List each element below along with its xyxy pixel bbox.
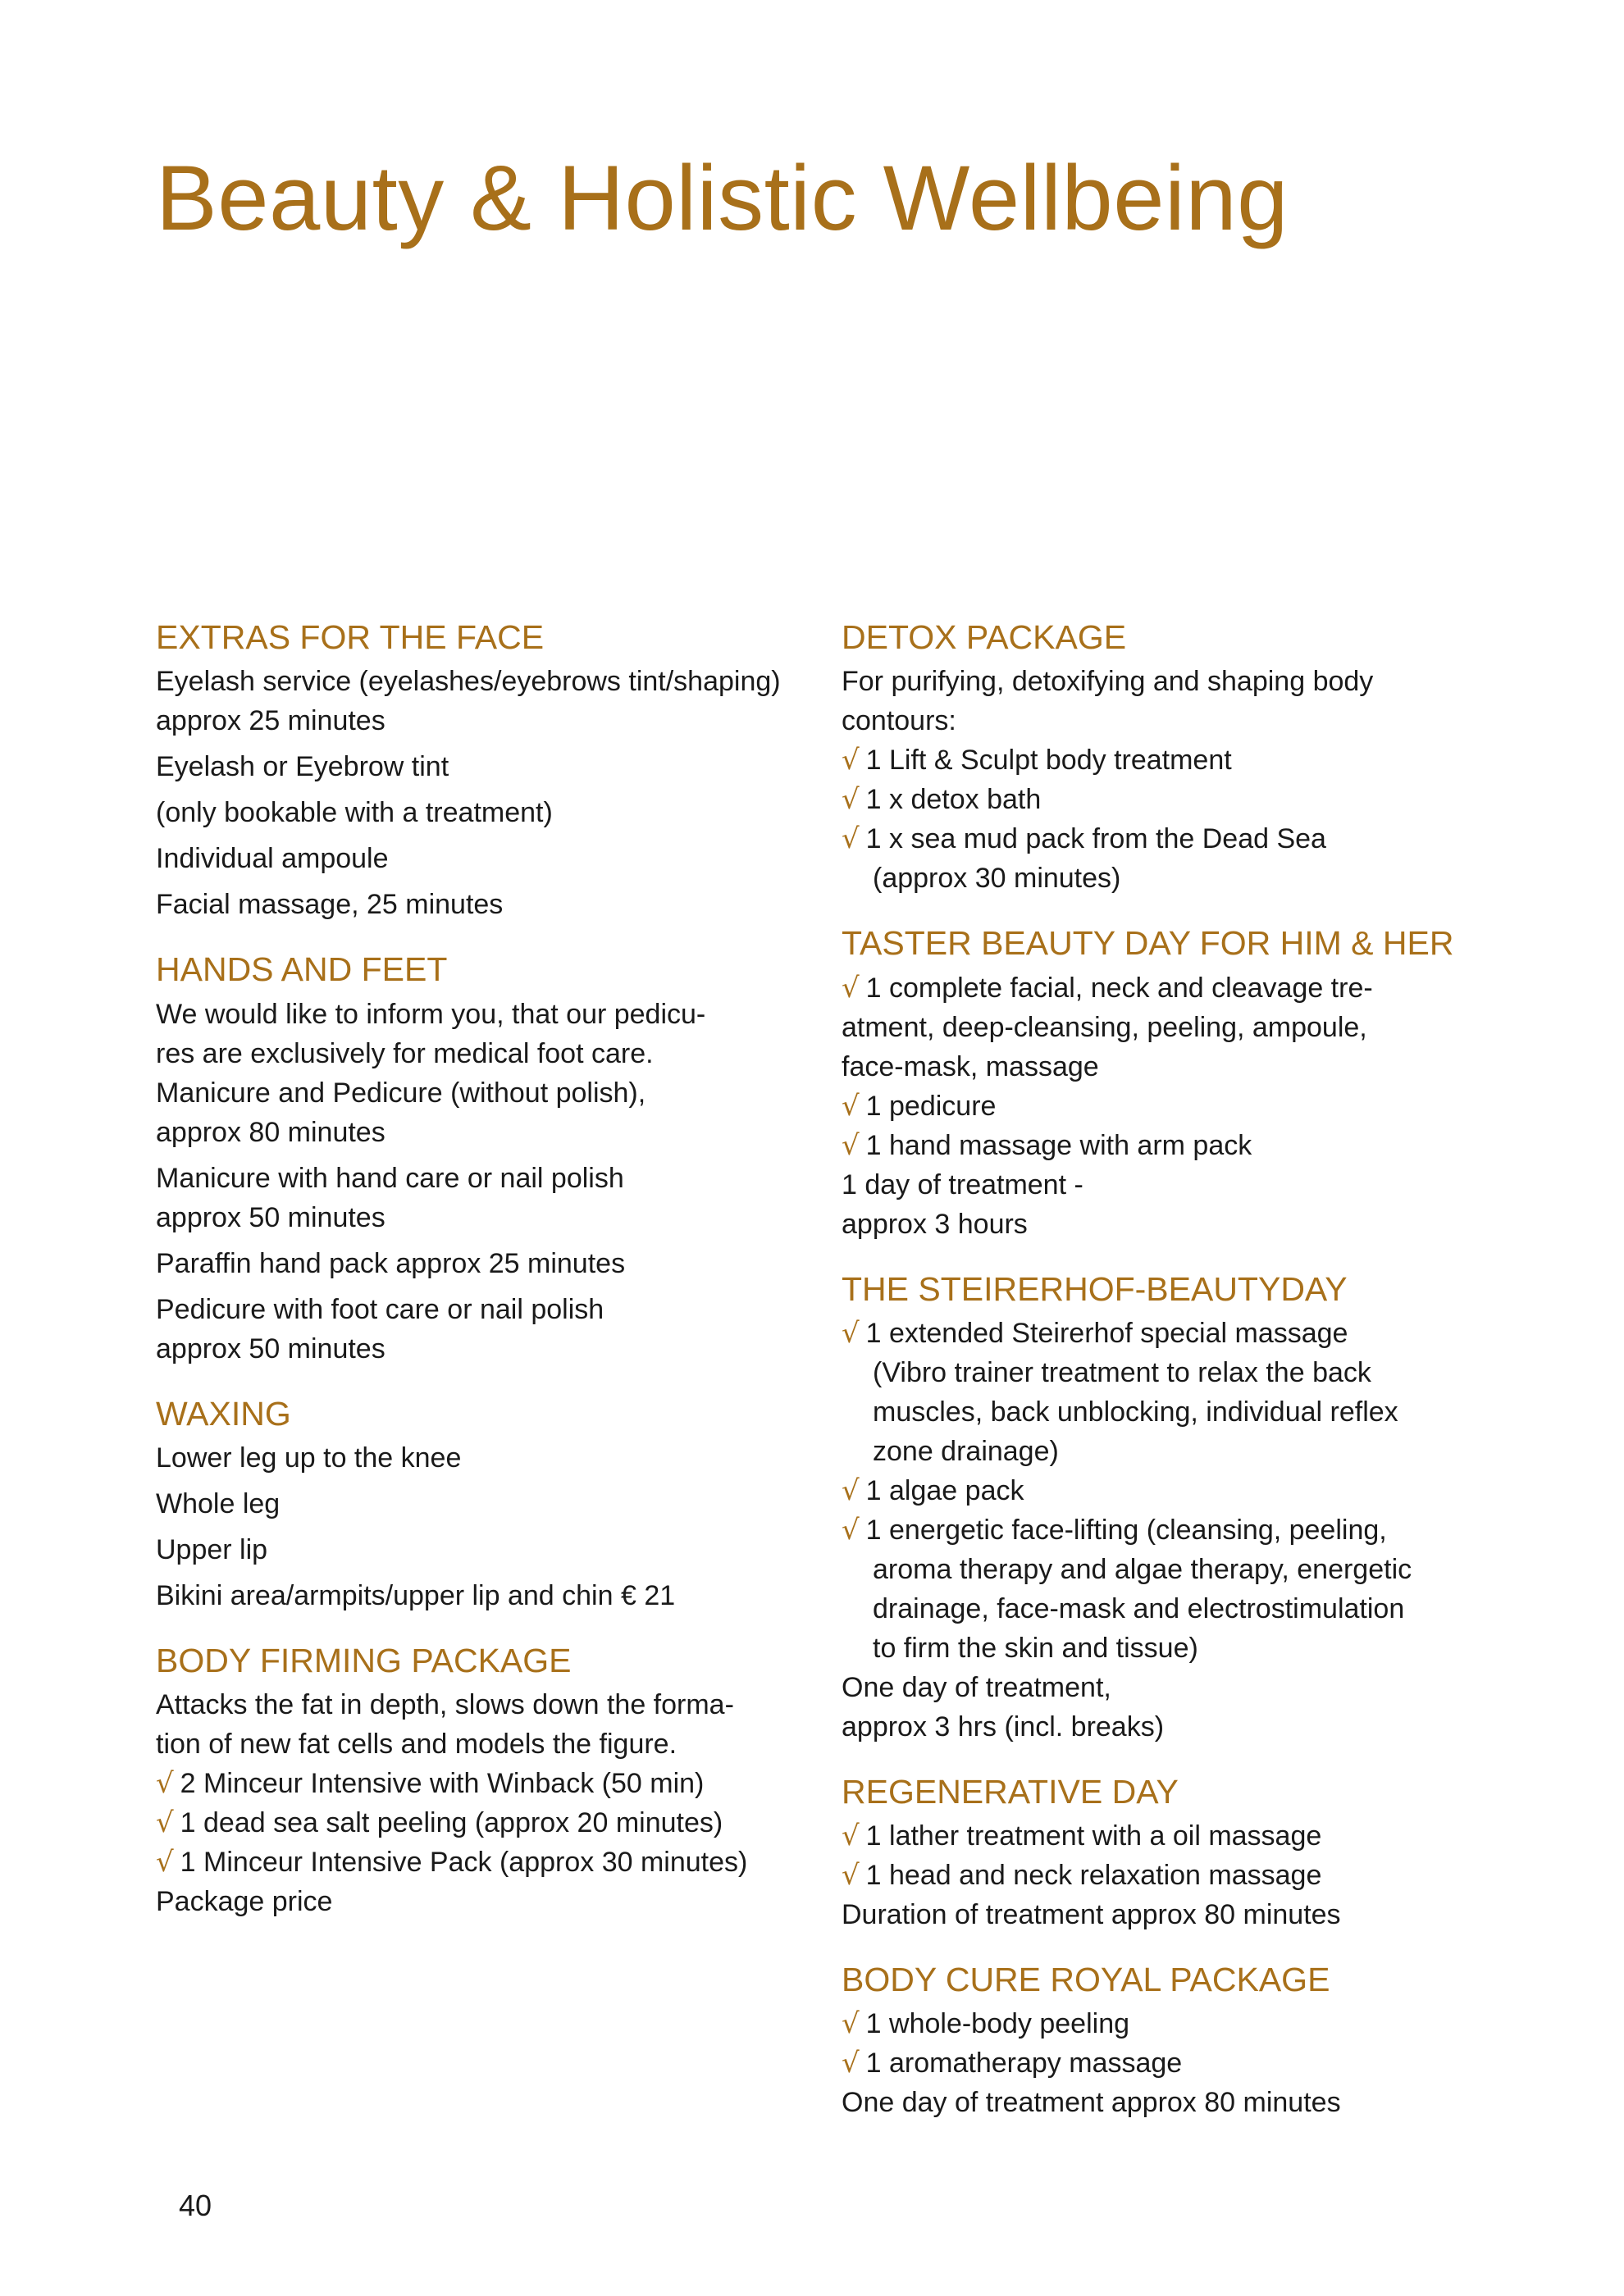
checklist-item-text: 1 energetic face-lifting (cleansing, peeling, [865,1514,1387,1546]
checklist-item [842,1510,1498,1550]
text-line: aroma therapy and algae therapy, energetic [873,1553,1412,1585]
section-steirerhof-beautyday [842,1269,1498,1747]
checklist-item-text: 1 pedicure [865,1090,997,1122]
section-extras-for-the-face [156,617,812,924]
text-line: Paraffin hand pack approx 25 minutes [156,1247,626,1279]
checklist-item [156,1843,812,1882]
section-detox-package [842,617,1498,898]
page-title: Beauty & Holistic Wellbeing [156,147,1289,249]
check-mark-icon: √ [842,2047,860,2080]
text-line: atment, deep-cleansing, peeling, ampoule, [842,1011,1367,1043]
checklist-item-text: 1 head and neck relaxation massage [865,1860,1322,1891]
section-heading: REGENERATIVE DAY [842,1772,1179,1811]
check-mark-icon: √ [842,1859,860,1892]
text-line: tion of new fat cells and models the figure. [156,1729,677,1760]
text-line: We would like to inform you, that our pedicu- [156,998,706,1030]
checklist-item-text: 1 lather treatment with a oil massage [865,1820,1322,1852]
text-line: face-mask, massage [842,1050,1099,1082]
checklist-item-text: 1 aromatherapy massage [865,2048,1183,2080]
checklist-item-text: 1 x sea mud pack from the Dead Sea [865,823,1326,855]
checklist-item [842,1471,1498,1510]
checklist-item-text: 1 Minceur Intensive Pack (approx 30 minutes) [180,1847,748,1878]
text-line: Package price [156,1886,333,1917]
right-column [842,617,1498,2147]
section-heading: WAXING [156,1394,291,1433]
text-line: (approx 30 minutes) [873,863,1121,895]
text-line: Manicure with hand care or nail polish [156,1162,624,1194]
text-line: Eyelash service (eyelashes/eyebrows tint/shaping) [156,666,781,698]
text-line: approx 3 hrs (incl. breaks) [842,1711,1165,1742]
section-hands-and-feet [156,949,812,1368]
text-line: muscles, back unblocking, individual reflex [873,1396,1398,1428]
section-heading: DETOX PACKAGE [842,618,1127,656]
checklist-item [156,1764,812,1803]
section-heading: TASTER BEAUTY DAY FOR HIM & HER [842,924,1454,963]
text-line: to firm the skin and tissue) [873,1632,1198,1664]
section-body-cure-royal-package [842,1959,1498,2122]
section-heading: BODY FIRMING PACKAGE [156,1641,572,1679]
checklist-item-text: 1 dead sea salt peeling (approx 20 minutes) [180,1807,723,1838]
text-line: approx 80 minutes [156,1116,385,1148]
check-mark-icon: √ [842,1316,860,1350]
text-line: For purifying, detoxifying and shaping body [842,666,1374,698]
text-line: Eyelash or Eyebrow tint [156,751,449,783]
section-heading: HANDS AND FEET [156,950,448,989]
checklist-item-text: 1 x detox bath [865,784,1042,816]
text-line: Duration of treatment approx 80 minutes [842,1899,1341,1930]
check-mark-icon: √ [842,1820,860,1852]
check-mark-icon: √ [156,1846,174,1879]
checklist-item [842,1856,1498,1895]
text-line: (Vibro trainer treatment to relax the back [873,1356,1371,1388]
text-line: zone drainage) [873,1435,1059,1467]
section-regenerative-day [842,1771,1498,1934]
text-line: Upper lip [156,1533,268,1565]
section-taster-beauty-day [842,922,1498,1243]
text-line: Manicure and Pedicure (without polish), [156,1077,646,1109]
section-waxing [156,1393,812,1615]
check-mark-icon: √ [842,783,860,817]
checklist-item [842,1086,1498,1126]
page-number: 40 [179,2189,212,2222]
text-line: drainage, face-mask and electrostimulation [873,1592,1405,1624]
checklist-item-text: 1 algae pack [865,1474,1024,1506]
check-mark-icon: √ [842,1089,860,1123]
text-line: Pedicure with foot care or nail polish [156,1293,604,1325]
checklist-item [156,1803,812,1843]
text-line: One day of treatment, [842,1671,1111,1703]
checklist-item-text: 1 whole-body peeling [865,2008,1130,2040]
section-heading: BODY CURE ROYAL PACKAGE [842,1961,1330,1998]
section-heading: EXTRAS FOR THE FACE [156,618,545,656]
text-line: res are exclusively for medical foot care. [156,1037,654,1069]
section-heading: THE STEIRERHOF-BEAUTYDAY [842,1269,1348,1308]
text-line: Individual ampoule [156,843,389,875]
checklist-item-text: 1 hand massage with arm pack [865,1129,1252,1161]
text-line: approx 25 minutes [156,705,385,737]
checklist-item [842,819,1498,859]
checklist-item [842,2004,1498,2043]
text-line: Lower leg up to the knee [156,1442,462,1474]
text-line: Whole leg [156,1487,281,1519]
text-line: One day of treatment approx 80 minutes [842,2087,1341,2119]
check-mark-icon: √ [842,744,860,777]
check-mark-icon: √ [842,1474,860,1507]
text-line: Facial massage, 25 minutes [156,889,504,921]
text-line: 1 day of treatment - [842,1168,1083,1200]
check-mark-icon: √ [842,822,860,856]
check-mark-icon: √ [842,1513,860,1547]
check-mark-icon: √ [842,1128,860,1162]
checklist-item-text: 1 Lift & Sculpt body treatment [865,745,1232,777]
text-line: approx 3 hours [842,1208,1028,1240]
checklist-item [842,1314,1498,1353]
left-column [156,617,812,1946]
checklist-item [842,780,1498,819]
check-mark-icon: √ [156,1767,174,1800]
text-line: Bikini area/armpits/upper lip and chin € 21 [156,1579,676,1611]
checklist-item-text: 1 extended Steirerhof special massage [865,1317,1348,1349]
checklist-item [842,1126,1498,1165]
text-line: contours: [842,705,956,737]
checklist-item-text: 2 Minceur Intensive with Winback (50 min) [180,1768,705,1799]
checklist-item [842,968,1498,1008]
text-line: approx 50 minutes [156,1201,385,1233]
section-body-firming-package [156,1640,812,1921]
checklist-item [842,1816,1498,1856]
check-mark-icon: √ [156,1806,174,1839]
checklist-item [842,740,1498,780]
text-line: approx 50 minutes [156,1332,385,1364]
text-line: Attacks the fat in depth, slows down the forma- [156,1689,734,1720]
checklist-item-text: 1 complete facial, neck and cleavage tre- [865,972,1373,1004]
check-mark-icon: √ [842,2007,860,2041]
text-line: (only bookable with a treatment) [156,797,553,829]
checklist-item [842,2043,1498,2083]
check-mark-icon: √ [842,971,860,1004]
